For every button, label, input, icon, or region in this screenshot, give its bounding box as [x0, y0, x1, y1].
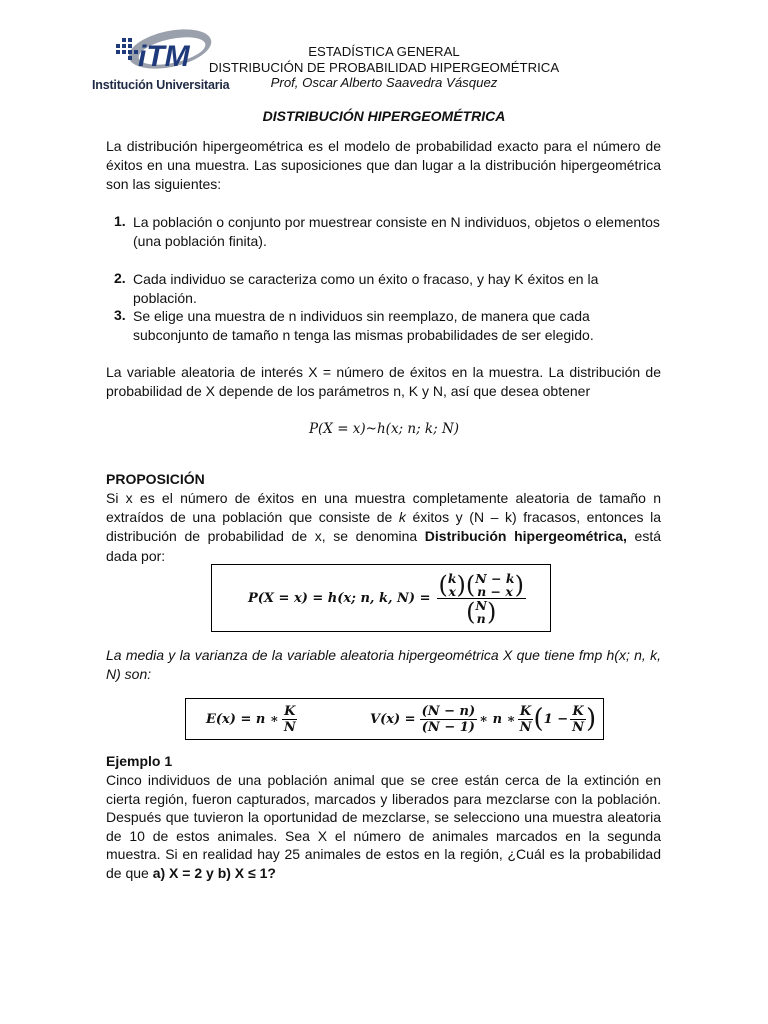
binom-nk-nx: ( N − k n − x ): [465, 570, 524, 599]
pmf-formula-box: [211, 564, 551, 632]
variance-num-3: K: [572, 703, 584, 719]
mean-variance-box: [185, 698, 604, 740]
variance-formula: [370, 699, 596, 739]
logo-wordmark: iTM: [138, 40, 190, 73]
assumption-3-number: 3.: [114, 307, 126, 323]
mean-num: K: [284, 703, 296, 719]
binom-k-x-bottom: x: [448, 583, 456, 599]
notation-equation: P(X = x)~h(x; n; k; N): [308, 421, 460, 437]
variance-paren-close: ): [586, 704, 597, 734]
example-questions: a) X = 2 y b) X ≤ 1?: [152, 864, 276, 881]
mean-formula: [206, 699, 298, 739]
example-text: Cinco individuos de una población animal que se cree están cerca de la extinción en cierta región, fueron capturados, marcados y liberados para mezclarse con la población. Después que tuvieron la oportunidad de mezclarse, se selecciono una muestra aleatoria de 10 de estos animales. Sea X el número de animales marcados en la segunda muestra. Si en realidad hay 25 animales de estos en la región, ¿Cuál es la probabilidad de que: [106, 772, 661, 881]
variable-paragraph: La variable aleatoria de interés X = número de éxitos en la muestra. La distribución de probabilidad de X depende de los parámetros n, K y N, así que desea obtener: [106, 364, 661, 400]
binom-k-x: ( k x ): [438, 570, 466, 599]
institution-label: Institución Universitaria: [92, 78, 230, 92]
variance-fraction-1: [420, 704, 478, 735]
assumption-1-text: La población o conjunto por muestrear consiste en N individuos, objetos o elementos (una población finita).: [133, 214, 660, 250]
binom-nk-nx-bottom: n − x: [477, 583, 513, 599]
proposition-text-b: éxitos y (N – k) fracasos, entonces la distribución de probabilidad de x, se denomina: [106, 509, 661, 545]
course-title: ESTADÍSTICA GENERAL: [308, 44, 460, 59]
assumption-1-number: 1.: [114, 213, 126, 229]
pmf-numerator: [437, 572, 526, 599]
proposition-text-a: Si x es el número de éxitos en una muestra completamente aleatoria de tamaño n extraídos de una población que consiste de: [106, 490, 661, 526]
assumption-2-number: 2.: [114, 270, 126, 286]
pmf-fraction: [437, 572, 526, 625]
variance-paren-open: (: [533, 704, 544, 734]
professor-name: Prof, Oscar Alberto Saavedra Vásquez: [270, 75, 498, 90]
pmf-formula: [248, 565, 526, 631]
binom-n-n-bottom: n: [476, 610, 486, 626]
mean-den: N: [283, 719, 296, 735]
variance-den-3: N: [572, 719, 585, 735]
variance-num-2: K: [519, 703, 532, 719]
variance-mid: ∗ n ∗: [479, 711, 516, 727]
assumption-2-text: Cada individuo se caracteriza como un éxito o fracaso, y hay K éxitos en la población.: [133, 271, 599, 307]
intro-paragraph: La distribución hipergeométrica es el modelo de probabilidad exacto para el número de éxitos en una muestra. Las suposiciones que dan lugar a la distribución hipergeométrica son las siguientes:: [106, 138, 661, 193]
pmf-denominator: [464, 599, 498, 625]
mean-lhs: E(x) = n ∗: [206, 711, 279, 727]
variance-one-minus: 1 −: [543, 711, 569, 727]
pmf-lhs: P(X = x) = h(x; n, k, N) =: [248, 590, 431, 606]
variance-fraction-3: [570, 704, 586, 735]
variance-fraction-2: [518, 704, 534, 735]
mean-fraction: [282, 704, 298, 735]
proposition-k: k: [398, 509, 406, 526]
binom-k-x-top: k: [447, 570, 457, 586]
binom-nk-nx-top: N − k: [475, 570, 515, 586]
variance-lhs: V(x) =: [370, 711, 416, 727]
assumption-3-text: Se elige una muestra de n individuos sin reemplazo, de manera que cada subconjunto de tamaño n tenga las mismas probabilidades de ser elegido.: [133, 308, 594, 344]
example-heading: Ejemplo 1: [106, 753, 173, 769]
binom-n-n: ( N n ): [466, 597, 497, 626]
mean-variance-paragraph: La media y la varianza de la variable aleatoria hipergeométrica X que tiene fmp h(x; n, k, N) son:: [106, 647, 661, 683]
binom-n-n-top: N: [475, 597, 487, 613]
example-paragraph: [106, 771, 661, 883]
page-title: DISTRIBUCIÓN HIPERGEOMÉTRICA: [262, 108, 506, 124]
proposition-heading: PROPOSICIÓN: [106, 471, 205, 487]
proposition-bold-term: Distribución hipergeométrica,: [424, 528, 627, 545]
variance-den-2: N: [519, 719, 532, 735]
variance-den-1: (N − 1): [421, 719, 475, 735]
proposition-paragraph: [106, 489, 661, 566]
variance-num-1: (N − n): [421, 703, 476, 719]
proposition-text-c: está dada por:: [106, 528, 661, 564]
course-subtitle: DISTRIBUCIÓN DE PROBABILIDAD HIPERGEOMÉTRICA: [208, 60, 560, 75]
